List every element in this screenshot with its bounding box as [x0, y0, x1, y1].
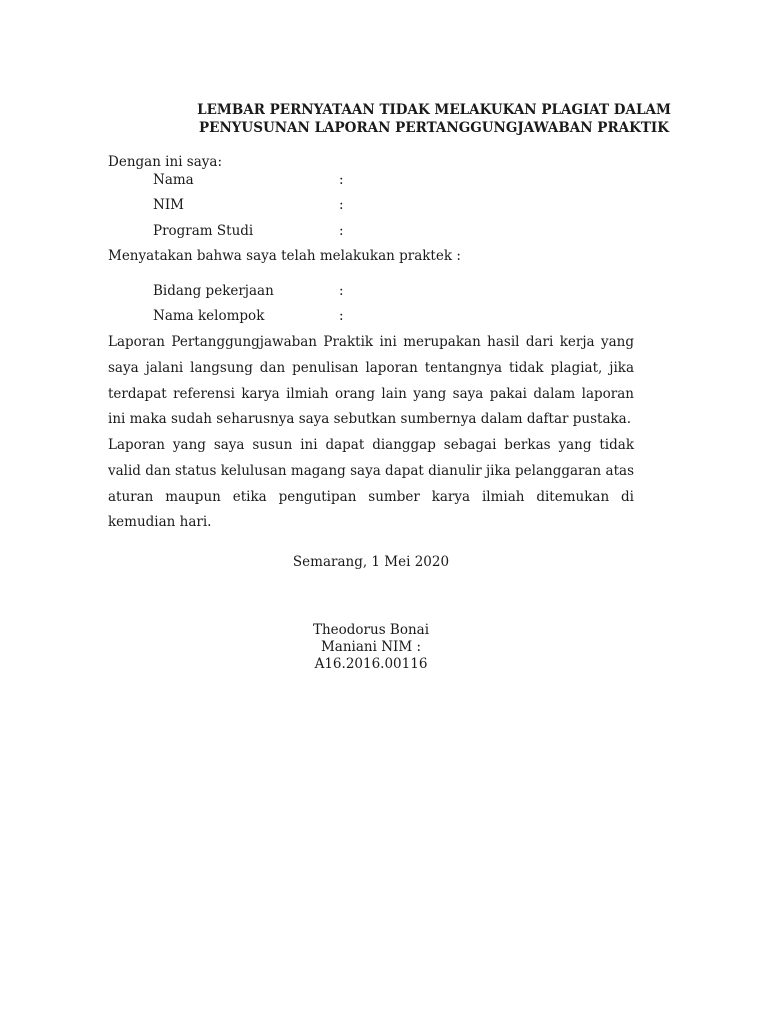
signature-nim-label: Maniani NIM :: [320, 639, 422, 655]
field-colon-nim: :: [339, 197, 344, 213]
intro-text: Dengan ini saya:: [108, 154, 223, 170]
field-label-nama: Nama: [153, 172, 194, 188]
statement-text: Menyatakan bahwa saya telah melakukan praktek :: [108, 248, 461, 264]
field-label-bidang-pekerjaan: Bidang pekerjaan: [153, 283, 274, 299]
field-colon-nama-kelompok: :: [339, 308, 344, 324]
field-colon-nama: :: [339, 172, 344, 188]
field-label-nama-kelompok: Nama kelompok: [153, 308, 265, 324]
signature-name: Theodorus Bonai: [312, 622, 430, 638]
place-date: Semarang, 1 Mei 2020: [292, 554, 450, 570]
field-colon-program-studi: :: [339, 223, 344, 239]
declaration-paragraph-1: Laporan Pertanggungjawaban Praktik ini merupakan hasil dari kerja yang saya jalani langsung dan penulisan laporan tentangnya tidak plagiat, jika terdapat referensi karya ilmiah orang lain yang saya pakai dalam laporan ini maka sudah seharusnya saya sebutkan sumbernya dalam daftar pustaka.: [108, 334, 634, 428]
document-title-line-2: PENYUSUNAN LAPORAN PERTANGGUNGJAWABAN PRAKTIK: [199, 120, 669, 136]
signature-nim-value: A16.2016.00116: [314, 656, 428, 672]
field-label-nim: NIM: [153, 197, 184, 213]
document-title-line-1: LEMBAR PERNYATAAN TIDAK MELAKUKAN PLAGIAT DALAM: [197, 102, 671, 118]
field-colon-bidang-pekerjaan: :: [339, 283, 344, 299]
field-label-program-studi: Program Studi: [153, 223, 254, 239]
declaration-paragraph-2: Laporan yang saya susun ini dapat dianggap sebagai berkas yang tidak valid dan status kelulusan magang saya dapat dianulir jika pelanggaran atas aturan maupun etika pengutipan sumber karya ilmiah ditemukan di kemudian hari.: [108, 437, 634, 531]
